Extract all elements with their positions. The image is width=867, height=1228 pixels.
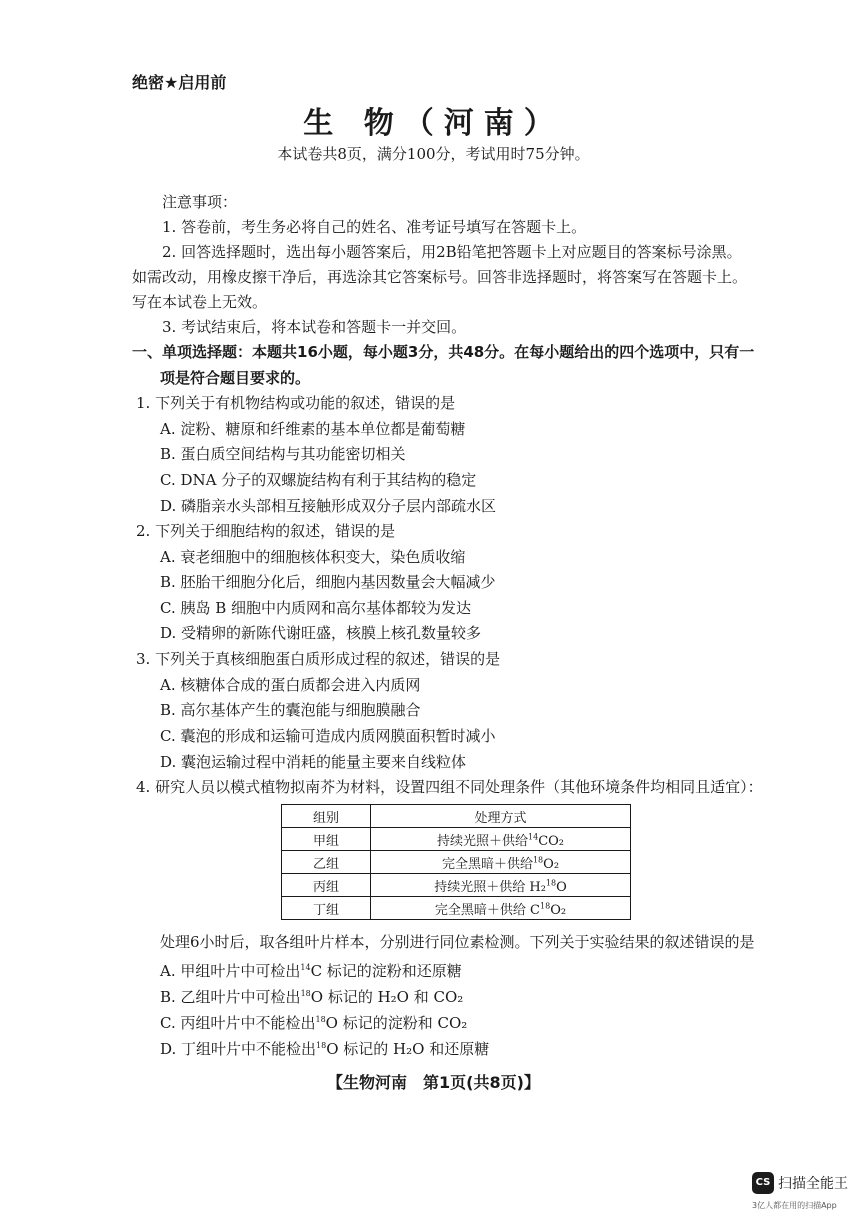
table-row — [282, 897, 631, 920]
table-cell-treatment: 完全黑暗＋供给 $C^{18}O_2$ — [371, 897, 631, 920]
table-cell-group: 丁组 — [282, 897, 371, 920]
notice-item: 3. 考试结束后，将本试卷和答题卡一并交回。 — [162, 318, 467, 336]
table-row — [282, 874, 631, 897]
notice-item: 1. 答卷前，考生务必将自己的姓名、准考证号填写在答题卡上。 — [162, 218, 587, 236]
question-2-option-b: B. 胚胎干细胞分化后，细胞内基因数量会大幅减少 — [160, 573, 496, 591]
table-row — [282, 828, 631, 851]
question-3-option-a: A. 核糖体合成的蛋白质都会进入内质网 — [160, 676, 421, 694]
question-2-option-a: A. 衰老细胞中的细胞核体积变大，染色质收缩 — [160, 548, 466, 566]
question-1-stem: 1. 下列关于有机物结构或功能的叙述，错误的是 — [136, 394, 456, 412]
camscanner-tagline: 3亿人都在用的扫描App — [752, 1201, 837, 1210]
table-header-group: 组别 — [282, 805, 371, 828]
question-4-option-d: D. 丁组叶片中不能检出$^{18}$O 标记的 H₂O 和还原糖 — [160, 1040, 490, 1058]
question-4-followup: 处理6小时后，取各组叶片样本，分别进行同位素检测。下列关于实验结果的叙述错误的是 — [160, 933, 755, 951]
table-cell-treatment: 完全黑暗＋供给$^{18}$O₂ — [371, 851, 631, 874]
question-4-stem: 4. 研究人员以模式植物拟南芥为材料，设置四组不同处理条件（其他环境条件均相同且适宜）： — [136, 778, 763, 796]
question-3-option-d: D. 囊泡运输过程中消耗的能量主要来自线粒体 — [160, 753, 467, 771]
question-2-stem: 2. 下列关于细胞结构的叙述，错误的是 — [136, 522, 396, 540]
confidential-label: 绝密★启用前 — [132, 73, 227, 92]
question-3-option-c: C. 囊泡的形成和运输可造成内质网膜面积暂时减小 — [160, 727, 496, 745]
table-row — [282, 851, 631, 874]
question-1-option-a: A. 淀粉、糖原和纤维素的基本单位都是葡萄糖 — [160, 420, 466, 438]
treatment-table — [281, 804, 631, 920]
notice-section — [132, 190, 752, 340]
question-1-option-c: C. DNA 分子的双螺旋结构有利于其结构的稳定 — [160, 471, 477, 489]
question-2-option-d: D. 受精卵的新陈代谢旺盛，核膜上核孔数量较多 — [160, 624, 482, 642]
table-cell-treatment: 持续光照＋供给 H₂$^{18}$O — [371, 874, 631, 897]
question-1-option-d: D. 磷脂亲水头部相互接触形成双分子层内部疏水区 — [160, 497, 497, 515]
table-cell-group: 乙组 — [282, 851, 371, 874]
table-header-row — [282, 805, 631, 828]
table-cell-group: 甲组 — [282, 828, 371, 851]
question-1-option-b: B. 蛋白质空间结构与其功能密切相关 — [160, 445, 406, 463]
page-title: 生 物（河南） — [303, 106, 564, 141]
table-cell-group: 丙组 — [282, 874, 371, 897]
notice-heading: 注意事项： — [162, 193, 238, 211]
camscanner-name: 扫描全能王 — [778, 1176, 848, 1192]
section-heading-cont: 项是符合题目要求的。 — [160, 369, 311, 387]
table-cell-treatment: 持续光照＋供给$^{14}$CO₂ — [371, 828, 631, 851]
question-3-option-b: B. 高尔基体产生的囊泡能与细胞膜融合 — [160, 701, 421, 719]
question-4-option-b: B. 乙组叶片中可检出$^{18}$O 标记的 H₂O 和 CO₂ — [160, 988, 464, 1006]
exam-info: 本试卷共8页，满分100分，考试用时75分钟。 — [277, 145, 590, 163]
camscanner-logo-icon: CS — [752, 1172, 774, 1194]
page-footer: 【生物河南 第1页(共8页)】 — [327, 1073, 540, 1092]
section-heading: 一、单项选择题：本题共16小题，每小题3分，共48分。在每小题给出的四个选项中，只有一 — [132, 343, 755, 361]
question-4-option-a: A. 甲组叶片中可检出$^{14}$C 标记的淀粉和还原糖 — [160, 962, 462, 980]
notice-item: 2. 回答选择题时，选出每小题答案后，用2B铅笔把答题卡上对应题目的答案标号涂黑。如需改动，用橡皮擦干净后，再选涂其它答案标号。回答非选择题时，将答案写在答题卡上。写在本试卷上无效。 — [132, 243, 748, 311]
question-3-stem: 3. 下列关于真核细胞蛋白质形成过程的叙述，错误的是 — [136, 650, 501, 668]
table-header-treatment: 处理方式 — [371, 805, 631, 828]
question-2-option-c: C. 胰岛 B 细胞中内质网和高尔基体都较为发达 — [160, 599, 472, 617]
question-4-option-c: C. 丙组叶片中不能检出$^{18}$O 标记的淀粉和 CO₂ — [160, 1014, 468, 1032]
